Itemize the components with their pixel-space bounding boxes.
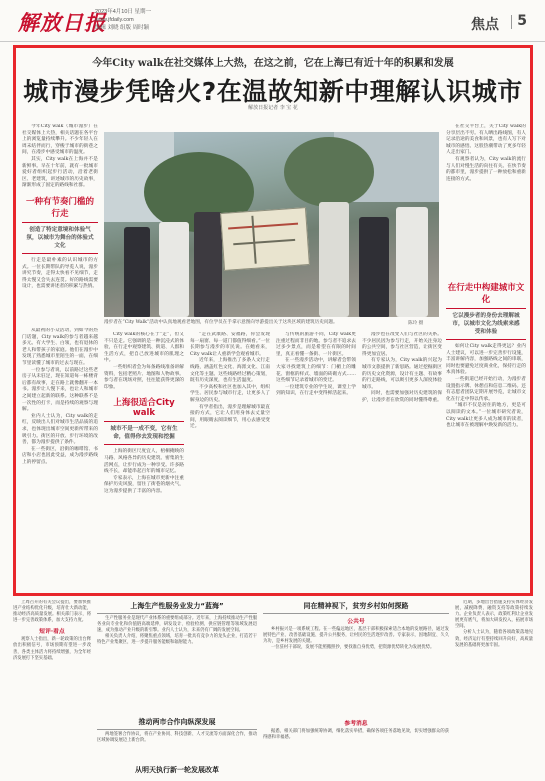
section-name: 焦点 bbox=[471, 17, 499, 33]
article-kicker: 今年City walk在社交媒体上大热，在这之前，它在上海已有近十年的积累和发展 bbox=[92, 58, 454, 69]
page-separator bbox=[511, 15, 512, 29]
photo-tree bbox=[284, 137, 374, 207]
photo-person bbox=[359, 217, 389, 317]
editors: 编辑 刘晓 组版 周时颖 bbox=[95, 25, 150, 31]
photo-person bbox=[319, 202, 349, 317]
subhead-2: 上海很适合City walk bbox=[113, 398, 175, 419]
lower-minihead-1: 短评·看点 bbox=[39, 629, 65, 636]
photo-person bbox=[194, 212, 222, 317]
map-road bbox=[228, 223, 298, 230]
lower-headline-3: 推动两市合作向纵深发展 bbox=[138, 718, 216, 726]
article-column-7: 漫步也在改变人们与社区的关系。不少居民因为参与行走，开始关注身边的公共空间，参与社区营造，让街区变得更加宜居。 有专家认为，City walk的兴起为城市文旅提供了新思路。通过挖掘街区的历史文化资源，设计有主题、有故事的行走路线，可以吸引更多人深度体验城市。 同时，也需要加强对历史建筑的保护，让漫步者在欣赏的同时懂得尊重。 bbox=[362, 332, 442, 403]
website: www.jfdaily.com bbox=[95, 17, 134, 23]
subhead-3: 在行走中构建城市文化 bbox=[447, 283, 525, 305]
lower-headline-2: 同在精神视下，贫穷乡村如何探路 bbox=[303, 602, 409, 610]
divider bbox=[97, 613, 257, 614]
lower-article-1: 上海生产性服务业发力“蓝海” 生产性服务业是现代产业体系的重要组成部分。近年来，上海持续推动生产性服务业向专业化和价值链高端延伸，研发设计、检验检测、供应链管理等领域发展迅速，成为推动产业升级的新引擎。业内人士认为，未来仍有广阔的发展空间。 相关负责人介绍，将聚焦重点领域，培育一批具有竞争力的龙头企业，打造若干特色产业集聚区，进一步提升服务能级和辐射能力。 bbox=[97, 602, 257, 646]
lower-section bbox=[13, 600, 533, 776]
map-road bbox=[251, 216, 256, 264]
photo-old-map bbox=[220, 207, 310, 271]
photo-person bbox=[124, 227, 150, 317]
featured-article bbox=[13, 45, 533, 596]
article-column-1b: 从最初的小众活动，到如今的热门话题，City walk的参与者越来越多元。有大学生、白领，也有退休的老人和带孩子的家庭。他们在漫步中发现了熟悉城市里陌生的一面，在细节里读懂了城市的过去与现在。 一位参与者说，以前路过这些老房子从未驻足，现在知道每一栋楼背后都有故事，走在路上就像翻开一本书。漫步让人慢下来，也让人和城市之间建立起新的联系。这种联系不是一次性的打卡，而是持续的观察与理解。 业内人士认为，City walk的走红，反映出人们对城市生活品质的追求，也体现出城市空间更新所带来的吸引力。街区的开放、步行环境的改善，都为漫步提供了条件。 在一些街区，沿街的咖啡馆、书店和小店也因此受益，成为漫步路线上的停留点。 bbox=[22, 328, 98, 465]
article-column-4: 在社交平台上，关于City walk的分享层出不穷。有人晒出路线图，有人记录沿途的美食和风景，也有人写下对城市的感悟。这股热潮带动了更多年轻人走出家门。 有观察者认为，City walk的流行与人们对慢生活的向往有关。在快节奏的都市里，漫步提供了一种放松和重新连接的方式。 bbox=[446, 124, 526, 182]
article-column-3: “走在武康路、安福路，你会发现每一扇窗、每一道门都值得细看。”一位长期参与漫步的市民说。在她看来，City walk让人重新学会观看城市。 近年来，上海推出了多条人文行走线路，涵盖红色文化、海派文化、江南文化等主题。这些线路经过精心策划，既有历史深度，也有生活温度。 不少高校和社区也加入其中，组织学生、居民参与城市行走，让更多人了解身边的历史。 有学者指出，漫步是理解城市最直接的方式，它让人们用身体去丈量空间，用眼睛去阅读细节，用心去感受变迁。 bbox=[190, 332, 270, 430]
lower-column-1: 上周召开的有关会议提出，要加快推进产业结构优化升级，培育壮大新动能，推动经济高质量发展。相关部门表示，将进一步完善政策体系，加大支持力度。 短评·看点 观察人士指出，新一轮政策的出台释放出积极信号，市场预期有望进一步改善，各类主体活力将持续增强，为全年经济发展打下坚实基础。 bbox=[13, 600, 91, 661]
issue-date: 2023年4月10日 星期一 bbox=[95, 9, 151, 15]
pull-quote-1: 创造了特定意境和体验气氛，以城市为舞台的体验式文化 bbox=[22, 222, 98, 254]
lower-article-4 bbox=[97, 764, 257, 776]
lower-column-right: 近期，多地出台措施支持实体经济发展，减税降费、融资支持等政策持续发力。企业负责人表示，政策红利让企业发展更有底气，将加大研发投入，拓展市场空间。 分析人士认为，随着各项政策落地见效，经济运行有望持续回升向好，高质量发展的基础将更加牢固。 bbox=[455, 600, 533, 648]
pull-quote-3: 它以漫步者的身份去理解城市，以城市文化为线索来感受和体验 bbox=[446, 308, 526, 340]
photo-person bbox=[396, 207, 428, 317]
page-number: 5 bbox=[517, 13, 527, 29]
article-column-1: 今年City walk（城市漫步）在社交媒体上大热，相关话题在各平台上的浏览量持续攀升。不少年轻人在周末结伴而行，穿梭于城市的街巷之间，在漫步中感受城市的温度。 其实，City walk在上海并不是新鲜事。早在十年前，就有一批城市爱好者组织起步行活动，沿着老街区、老建筑，讲述城市的历史故事，渐渐形成了固定的路线和社群。 一种有节奏门槛的行走 创造了特定意境和体验气氛，以城市为舞台的体验式文化 行走是最朴素的认识城市的方式。一位长期带队的导览人说，漫步讲究节奏，走得太快看不见细节，走得太慢又会失去连贯。好的路线需要设计，也需要讲述者的积累与热情。 bbox=[22, 124, 98, 290]
map-road bbox=[233, 239, 295, 245]
masthead-meta bbox=[95, 8, 151, 32]
divider bbox=[97, 729, 257, 730]
photo-credit: 陈玲 摄 bbox=[408, 321, 424, 326]
subhead-1: 一种有节奏门槛的行走 bbox=[25, 196, 94, 219]
lower-headline-1: 上海生产性服务业发力“蓝海” bbox=[130, 602, 224, 610]
article-photo bbox=[104, 132, 439, 317]
masthead bbox=[0, 0, 545, 42]
lower-minihead-2: 公共号 bbox=[347, 619, 365, 625]
photo-caption: 漫步者在“City Walk”活动中认真地观看老地图，有位学员在手拿示意图向导游提出关于这块区域的建筑历史问题。 bbox=[104, 320, 338, 325]
article-column-2: City walk的核心在于“走”，但又不只是走。它强调的是一种沉浸式的体验，在行走中观察建筑、街道、人群和生活方式，把自己放进城市的肌理之中。 一些组织者会为每条路线准备讲解资料，包括老照片、地图和人物故事。参与者在现场对照，往往能获得更深的印象。 上海很适合City walk 城市不是一成不变，它有生命，值得你去发现和挖掘 上海的街区尺度宜人，梧桐掩映的马路、风格各异的历史建筑、密集的生活网点，让步行成为一种享受。许多路线不长，却能串起百年的城市记忆。 专家表示，上海在城市更新中注重保护历史风貌，留住了街巷的烟火气，这为漫步提供了丰富的内容。 bbox=[104, 332, 184, 494]
lower-article-2: 同在精神视下，贫穷乡村如何探路 公共号 乡村振兴是一项系统工程。在一些偏远地区，基层干部积极探索适合本地的发展路径，通过发展特色产业、改善基础设施、提升公共服务，让村民的生活逐步改善。专家表示，因地制宜、久久为功，是乡村发展的关键。 一位驻村干部说，发展不能照搬照抄，要找准自身优势，把资源优势转化为发展优势。 bbox=[263, 602, 449, 651]
article-column-5: 在行走中构建城市文化 它以漫步者的身份去理解城市，以城市文化为线索来感受和体验 如何让City walk走得更远？业内人士建议，可以进一步完善步行设施，丰富讲解内容，加强路线之间的串联，同时也要避免过度商业化，保持行走的本真体验。 一些街道已经开始行动，为漫步者设置指示牌、休憩点和信息二维码。还有志愿者团队定期开展导览，让城市文化在行走中得以传承。 “城市不仅是居住的地方，更是可以阅读的文本。”一位城市研究者说，City walk让更多人成为城市的读者，也让城市在被理解中焕发新的活力。 bbox=[446, 283, 526, 429]
lower-article-5: 参考消息 据悉，相关部门将加强统筹协调，细化落实举措，确保各项任务落地见效，切实增强群众的获得感和幸福感。 bbox=[263, 716, 449, 776]
photo-person bbox=[159, 222, 189, 317]
pull-quote-2: 城市不是一成不变，它有生命，值得你去发现和挖掘 bbox=[104, 421, 184, 445]
divider bbox=[263, 613, 449, 614]
article-headline: 城市漫步凭啥火?在温故知新中理解认识城市 bbox=[23, 77, 523, 106]
lower-minihead-3: 参考消息 bbox=[344, 721, 368, 727]
article-byline: 解放日报记者 李 宝 花 bbox=[248, 105, 298, 111]
newspaper-logo: 解放日报 bbox=[18, 10, 106, 35]
article-column-6: 与传统的旅游不同，City walk更注重过程而非目的地。参与者不追求去过多少景点，而是希望在有限的时间里，真正看懂一条街、一片街区。 在一些漫步活动中，讲解者会带领大家寻找建筑上的细节：门楣上的雕花、窗框的样式、墙面的砖砌方式……这些细节记录着城市的变迁。 一位建筑专业的学生说，课堂上学到的知识，在行走中变得鲜活起来。 bbox=[276, 332, 356, 397]
lower-article-3: 推动两市合作向纵深发展 两地签署合作协议，将在产业协同、科技创新、人才交流等方面深化合作，推动区域协调发展迈上新台阶。 bbox=[97, 718, 257, 744]
lower-headline-4: 从明天执行新一轮发展改革 bbox=[135, 766, 219, 774]
